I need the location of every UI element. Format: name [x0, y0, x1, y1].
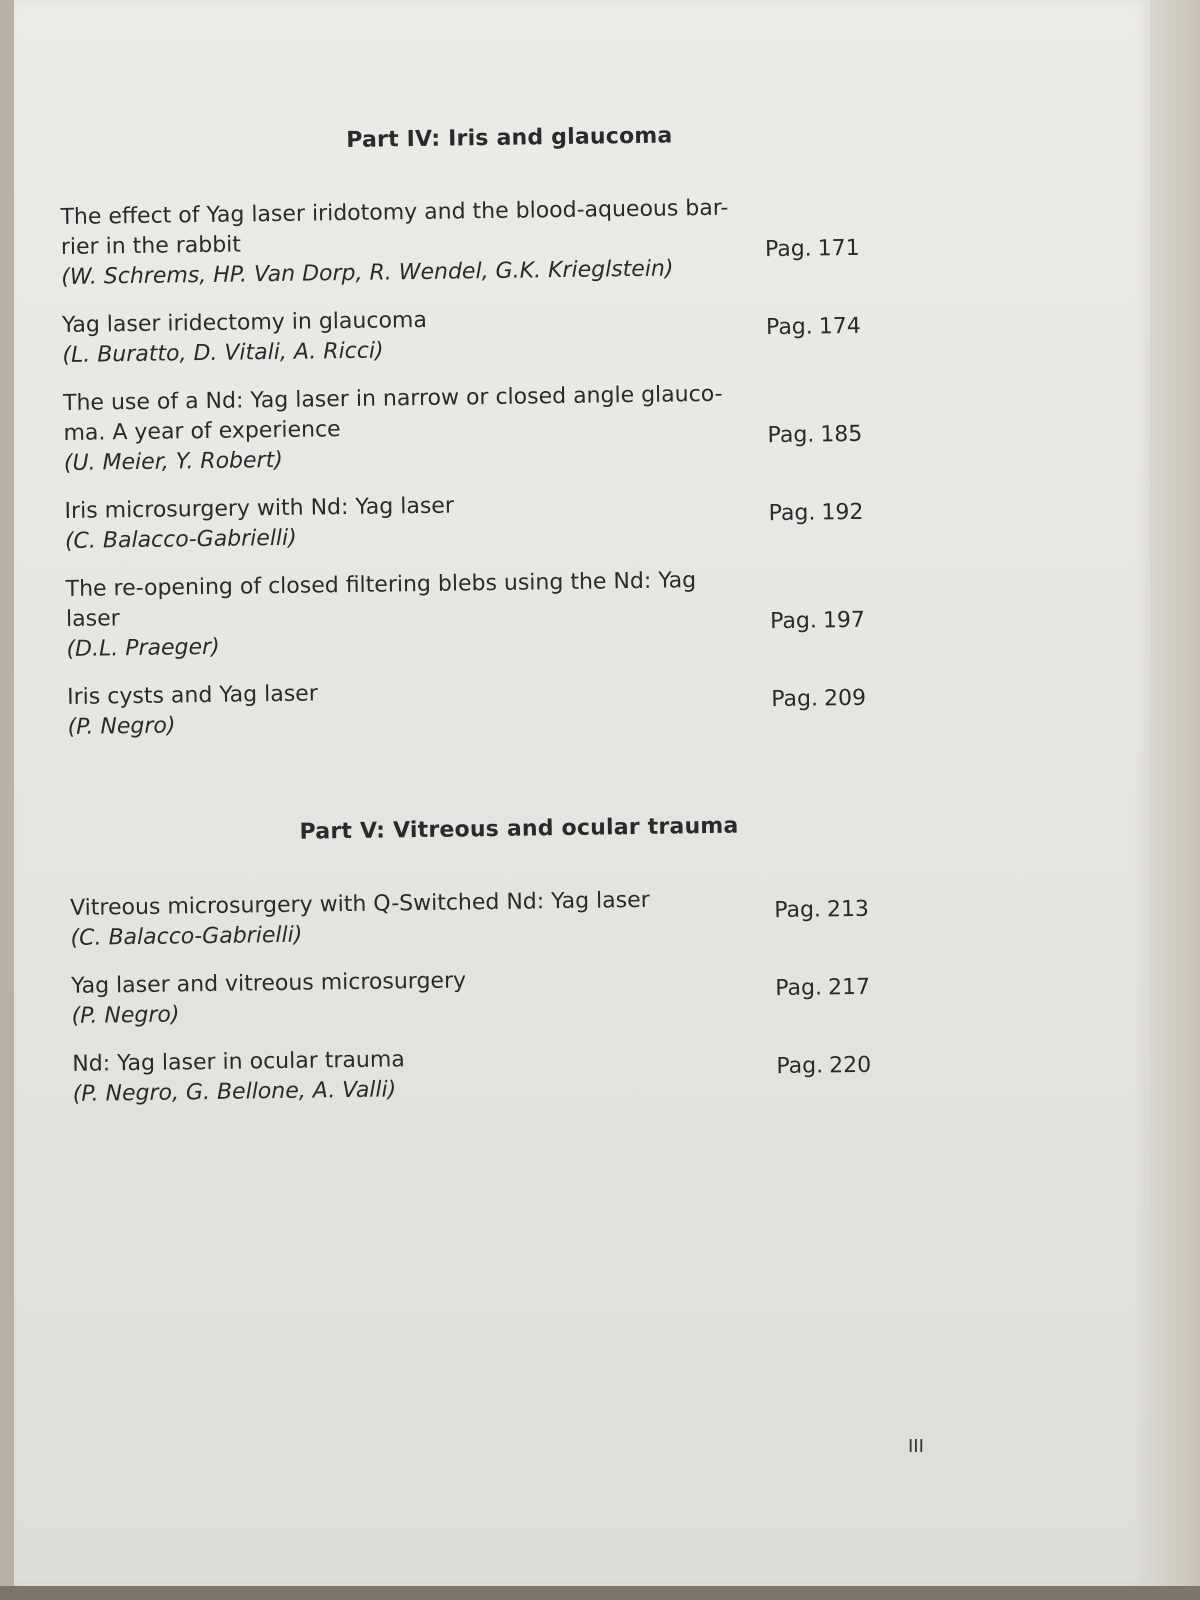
toc-entry [60, 191, 941, 293]
entry-page-ref [776, 1051, 871, 1100]
page-number: 174 [818, 313, 861, 340]
entry-page-ref [771, 684, 866, 733]
entry-authors: (U. Meier, Y. Robert) [63, 447, 284, 476]
entry-text [63, 379, 744, 478]
entry-authors: (D.L. Praeger) [66, 634, 220, 662]
toc-entry [72, 1038, 953, 1110]
entry-text [62, 301, 743, 370]
entry-authors: (L. Buratto, D. Vitali, A. Ricci) [62, 338, 384, 368]
page-label: Pag. [764, 236, 812, 263]
page-number: 197 [822, 607, 866, 634]
entry-title: Yag laser and vitreous microsurgery [71, 968, 467, 999]
table-of-contents [58, 28, 953, 1128]
table-surface [0, 1586, 1200, 1600]
entry-title: The use of a Nd: Yag laser in narrow or closed angle glauco-ma. A year of experience [62, 381, 723, 446]
entry-text [60, 193, 741, 292]
page-label: Pag. [775, 975, 823, 1002]
entry-text [70, 884, 751, 953]
page-label: Pag. [770, 608, 818, 635]
entry-authors: (P. Negro) [67, 713, 176, 740]
entry-page-ref [765, 234, 860, 283]
page-folio: III [908, 1436, 924, 1457]
page-label: Pag. [774, 897, 822, 924]
entry-authors: (C. Balacco-Gabrielli) [64, 525, 297, 554]
page-number: 220 [828, 1052, 872, 1079]
page-number: 213 [826, 896, 870, 923]
page-label: Pag. [767, 422, 815, 449]
toc-entry [63, 377, 944, 479]
entry-title: Nd: Yag laser in ocular trauma [72, 1047, 405, 1077]
toc-entry [70, 882, 951, 954]
page-number: 185 [820, 421, 863, 448]
page-number: 217 [827, 974, 871, 1001]
toc-entry [64, 485, 945, 557]
page-number: 209 [823, 685, 867, 712]
entry-authors: (P. Negro, G. Bellone, A. Valli) [72, 1077, 397, 1107]
section-heading: Part IV: Iris and glaucoma [346, 123, 673, 153]
entry-authors: (C. Balacco-Gabrielli) [70, 922, 303, 951]
entry-title: Iris microsurgery with Nd: Yag laser [64, 493, 455, 524]
entry-page-ref [774, 895, 869, 944]
page-number: 192 [821, 499, 864, 526]
page-number: 171 [817, 235, 860, 262]
entry-page-ref [768, 498, 863, 547]
entry-authors: (P. Negro) [71, 1002, 180, 1029]
page-label: Pag. [771, 686, 819, 713]
book-edge [1150, 0, 1200, 1600]
page-label: Pag. [776, 1053, 824, 1080]
entry-title: Yag laser iridectomy in glaucoma [61, 307, 428, 338]
section-entries [70, 882, 953, 1110]
entry-page-ref [770, 606, 865, 655]
entry-text [65, 565, 746, 664]
entry-title: The re-opening of closed filtering blebs using the Nd: Yag laser [65, 568, 697, 632]
entry-text [64, 487, 745, 556]
toc-entry [71, 960, 952, 1032]
page-label: Pag. [768, 500, 816, 527]
page-label: Pag. [765, 314, 813, 341]
entry-text [72, 1040, 753, 1109]
entry-title: The effect of Yag laser iridotomy and the blood-aqueous bar-rier in the rabbit [60, 195, 729, 260]
section-entries [60, 191, 947, 743]
toc-entry [67, 671, 948, 743]
toc-entry [62, 299, 943, 371]
toc-entry [65, 563, 946, 665]
entry-page-ref [775, 973, 870, 1022]
entry-authors: (W. Schrems, HP. Van Dorp, R. Wendel, G.K. Krieglstein) [61, 256, 674, 290]
entry-text [71, 962, 752, 1031]
entry-title: Vitreous microsurgery with Q-Switched Nd: Yag laser [69, 887, 650, 921]
entry-text [67, 673, 748, 742]
section-heading: Part V: Vitreous and ocular trauma [299, 813, 739, 845]
entry-title: Iris cysts and Yag laser [67, 681, 318, 710]
entry-page-ref [767, 420, 862, 469]
entry-page-ref [766, 312, 861, 361]
